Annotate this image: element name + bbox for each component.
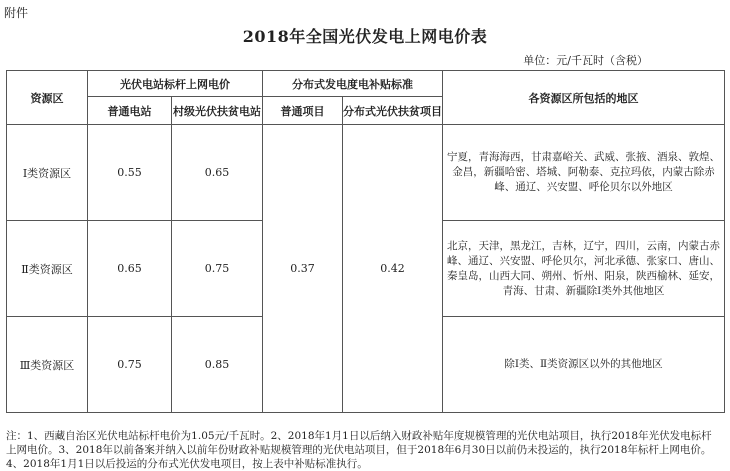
- header-distributed-subsidy: 分布式发电度电补贴标准: [263, 71, 443, 97]
- regions-text: 北京，天津，黑龙江，吉林，辽宁，四川，云南，内蒙古赤峰、通辽、兴安盟、呼伦贝尔，河北承德、张家口、唐山、秦皇岛，山西大同、朔州、忻州、阳泉，陕西榆林、延安，青海、甘肃、新疆除Ⅰ类外其他地区: [443, 221, 725, 317]
- ordinary-price: 0.65: [88, 221, 172, 317]
- header-regions: 各资源区所包括的地区: [443, 71, 725, 125]
- distributed-poverty-subsidy: 0.42: [343, 125, 443, 413]
- header-ordinary-project: 普通项目: [263, 97, 343, 125]
- zone-label: Ⅰ类资源区: [7, 125, 88, 221]
- header-resource-zone: 资源区: [7, 71, 88, 125]
- header-pv-benchmark: 光伏电站标杆上网电价: [88, 71, 263, 97]
- distributed-ordinary-subsidy: 0.37: [263, 125, 343, 413]
- regions-text: 除Ⅰ类、Ⅱ类资源区以外的其他地区: [443, 317, 725, 413]
- ordinary-price: 0.75: [88, 317, 172, 413]
- unit-label: 单位：元/千瓦时（含税）: [523, 54, 648, 67]
- poverty-price: 0.85: [172, 317, 263, 413]
- table-row: [7, 125, 725, 221]
- poverty-price: 0.75: [172, 221, 263, 317]
- regions-text: 宁夏，青海海西，甘肃嘉峪关、武威、张掖、酒泉、敦煌、金昌，新疆哈密、塔城、阿勒泰、克拉玛依，内蒙古除赤峰、通辽、兴安盟、呼伦贝尔以外地区: [443, 125, 725, 221]
- header-village-poverty-station: 村级光伏扶贫电站: [172, 97, 263, 125]
- ordinary-price: 0.55: [88, 125, 172, 221]
- attachment-label: 附件: [4, 6, 29, 20]
- zone-label: Ⅲ类资源区: [7, 317, 88, 413]
- poverty-price: 0.65: [172, 125, 263, 221]
- price-table: [6, 70, 725, 413]
- zone-label: Ⅱ类资源区: [7, 221, 88, 317]
- header-ordinary-station: 普通电站: [88, 97, 172, 125]
- footnote: 注：1、西藏自治区光伏电站标杆电价为1.05元/千瓦时。2、2018年1月1日以后纳入财政补贴年度规模管理的光伏电站项目，执行2018年光伏发电标杆上网电价。3、2018年以前备案并纳入以前年份财政补贴规模管理的光伏电站项目，但于2018年6月30日以前仍未投运的，执行2018年标杆上网电价。4、2018年1月1日以后投运的分布式光伏发电项目，按上表中补贴标准执行。: [6, 430, 712, 470]
- page-title: 2018年全国光伏发电上网电价表: [242, 27, 488, 46]
- header-distributed-poverty-project: 分布式光伏扶贫项目: [343, 97, 443, 125]
